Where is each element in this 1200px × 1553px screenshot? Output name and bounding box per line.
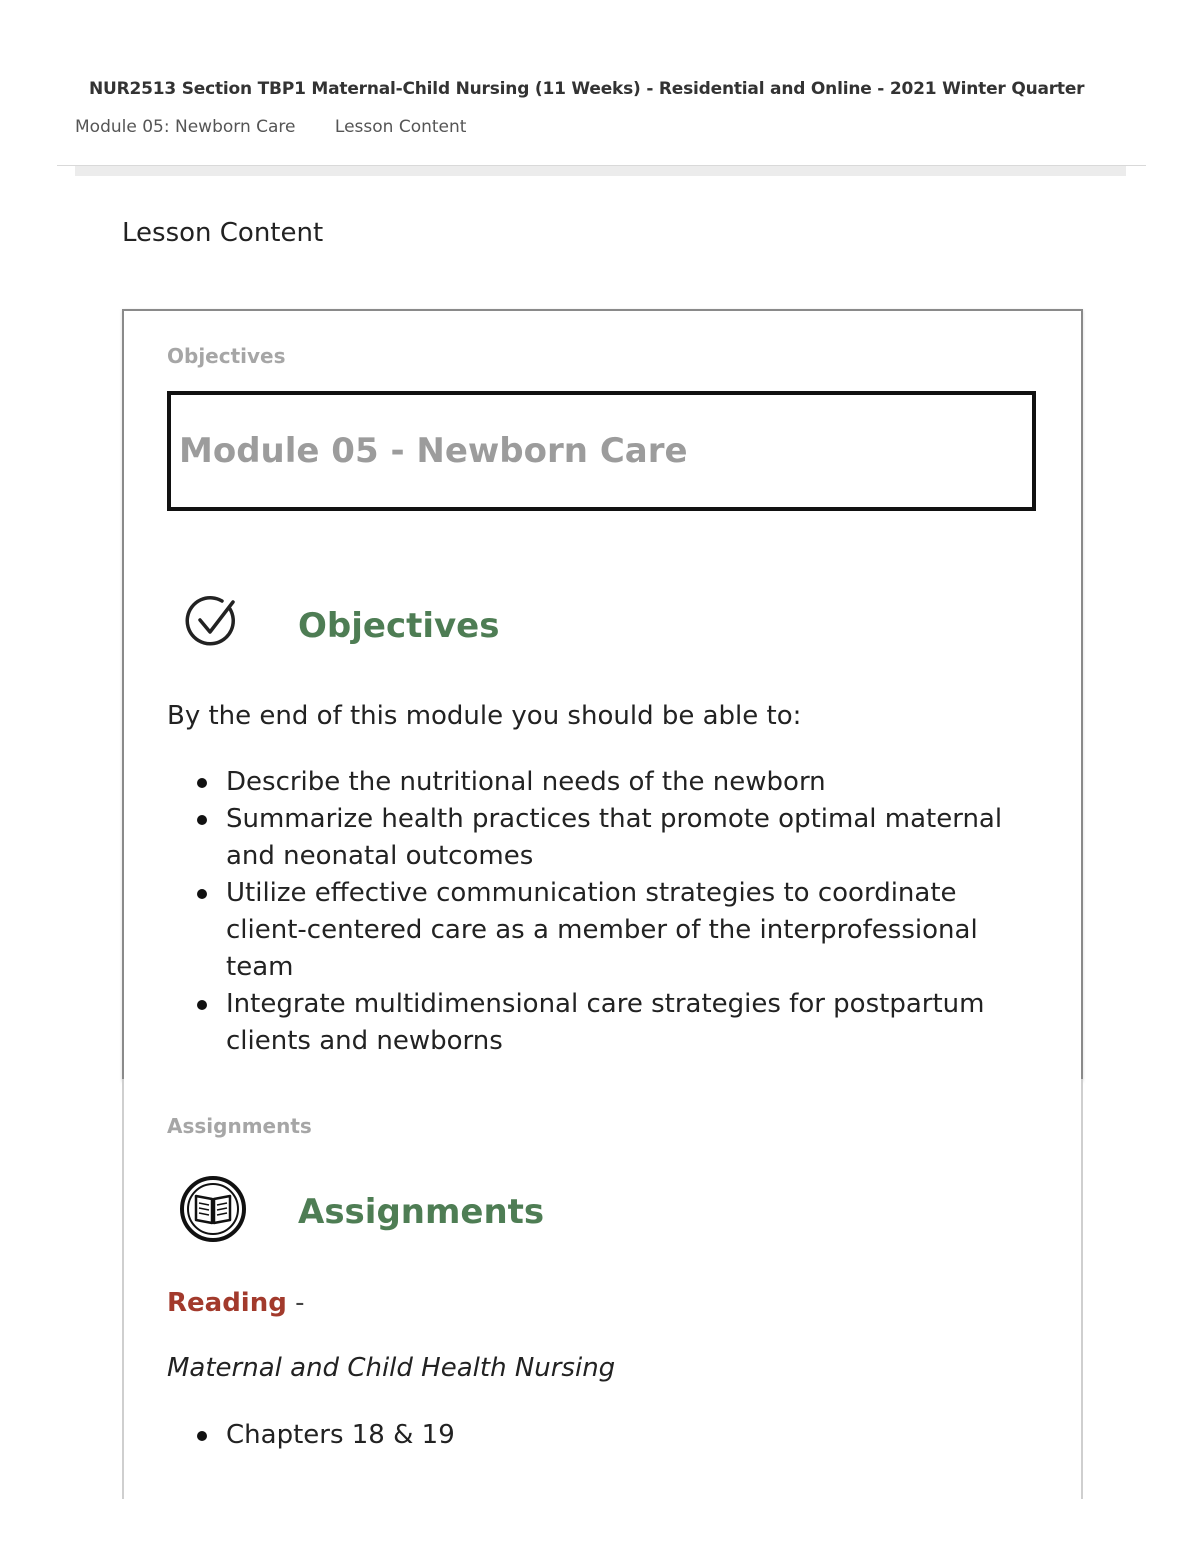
reading-label: Reading [167,1288,287,1318]
objective-item: Integrate multidimensional care strategies for postpartum clients and newborns [197,986,1037,1060]
module-banner [167,391,1036,511]
breadcrumb [75,117,500,137]
breadcrumb-module-link[interactable]: Module 05: Newborn Care [75,117,296,137]
reading-line [167,1288,305,1318]
chapter-item: Chapters 18 & 19 [197,1417,455,1454]
objective-item: Utilize effective communication strategies to coordinate client-centered care as a member of the interprofessional team [197,875,1037,986]
objectives-section-label: Objectives [167,344,286,368]
textbook-title: Maternal and Child Health Nursing [167,1353,616,1383]
breadcrumb-lesson-content-link[interactable]: Lesson Content [334,117,467,137]
objectives-heading: Objectives [298,606,500,646]
objective-item: Describe the nutritional needs of the newborn [197,764,1037,801]
chapters-list [197,1417,455,1454]
course-title: NUR2513 Section TBP1 Maternal-Child Nursing (11 Weeks) - Residential and Online - 2021 Winter Quarter [89,79,1085,99]
assignments-heading: Assignments [298,1192,545,1232]
checkmark-circle-icon [178,588,248,658]
objectives-intro: By the end of this module you should be able to: [167,701,802,731]
page-title: Lesson Content [122,218,324,248]
module-banner-title: Module 05 - Newborn Care [179,431,688,471]
assignments-section-label: Assignments [167,1114,312,1138]
objectives-list [197,764,1037,1060]
header-band [75,166,1126,176]
objective-item: Summarize health practices that promote optimal maternal and neonatal outcomes [197,801,1037,875]
reading-separator: - [286,1288,305,1318]
book-icon [178,1174,248,1244]
